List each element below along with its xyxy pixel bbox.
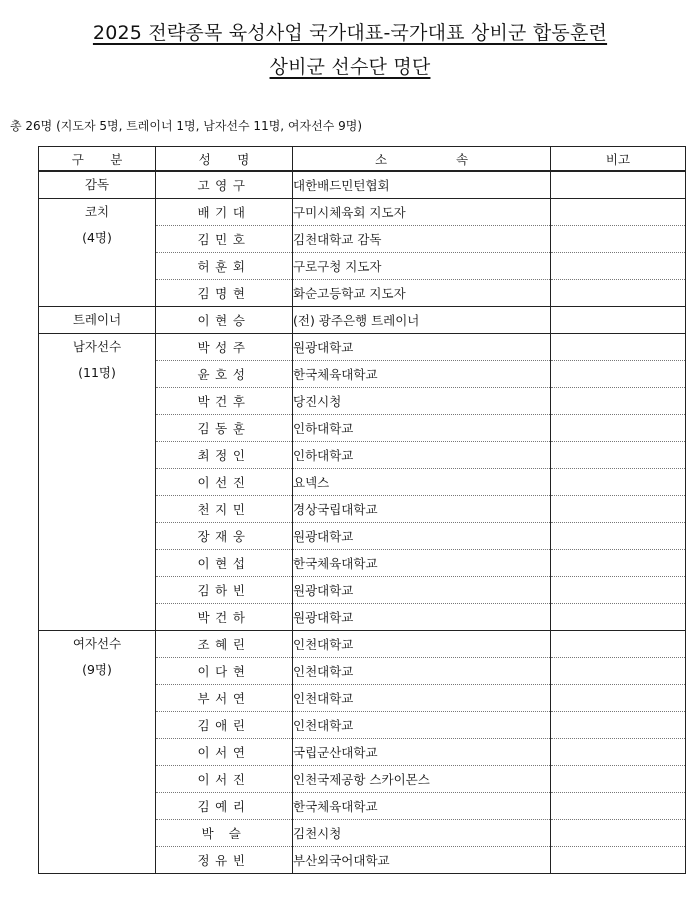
member-name: 장재웅 xyxy=(156,523,293,550)
member-affiliation: 당진시청 xyxy=(293,388,551,415)
category-cell xyxy=(39,199,156,307)
member-note xyxy=(551,253,686,280)
member-note xyxy=(551,171,686,199)
group-coaches xyxy=(39,199,686,307)
member-affiliation: 국립군산대학교 xyxy=(293,739,551,766)
member-name: 천지민 xyxy=(156,496,293,523)
member-note xyxy=(551,631,686,658)
group-women-players xyxy=(39,631,686,874)
member-affiliation: 한국체육대학교 xyxy=(293,361,551,388)
member-note xyxy=(551,307,686,334)
member-name: 김동훈 xyxy=(156,415,293,442)
member-name: 이현승 xyxy=(156,307,293,334)
member-note xyxy=(551,766,686,793)
member-affiliation: 부산외국어대학교 xyxy=(293,847,551,874)
category-label: 코치 xyxy=(84,204,110,219)
header-note-label: 비고 xyxy=(605,151,631,167)
member-name: 김예리 xyxy=(156,793,293,820)
member-affiliation: 인천대학교 xyxy=(293,685,551,712)
header-category-label: 구 분 xyxy=(71,151,134,167)
header-affiliation xyxy=(293,147,551,172)
member-affiliation: 요넥스 xyxy=(293,469,551,496)
member-affiliation: 원광대학교 xyxy=(293,334,551,361)
member-note xyxy=(551,496,686,523)
member-note xyxy=(551,550,686,577)
header-name xyxy=(156,147,293,172)
member-affiliation: 구미시체육회 지도자 xyxy=(293,199,551,226)
member-note xyxy=(551,658,686,685)
member-affiliation: 한국체육대학교 xyxy=(293,793,551,820)
member-note xyxy=(551,361,686,388)
member-note xyxy=(551,199,686,226)
category-cell xyxy=(39,307,156,334)
member-affiliation: 원광대학교 xyxy=(293,604,551,631)
member-note xyxy=(551,469,686,496)
header-note xyxy=(551,147,686,172)
category-label: 감독 xyxy=(84,177,110,192)
member-affiliation: 인하대학교 xyxy=(293,415,551,442)
group-men-players xyxy=(39,334,686,631)
member-name: 김명현 xyxy=(156,280,293,307)
member-note xyxy=(551,388,686,415)
member-affiliation: 인천대학교 xyxy=(293,658,551,685)
member-affiliation: 경상국립대학교 xyxy=(293,496,551,523)
member-name: 이다현 xyxy=(156,658,293,685)
member-affiliation: 원광대학교 xyxy=(293,577,551,604)
member-affiliation: 대한배드민턴협회 xyxy=(293,171,551,199)
category-count: (4명) xyxy=(82,230,112,245)
category-cell xyxy=(39,631,156,874)
member-name: 이현섭 xyxy=(156,550,293,577)
member-name: 이선진 xyxy=(156,469,293,496)
category-count: (9명) xyxy=(82,662,112,677)
member-name: 박건하 xyxy=(156,604,293,631)
member-affiliation: 인천대학교 xyxy=(293,712,551,739)
member-name: 배기대 xyxy=(156,199,293,226)
table-row xyxy=(39,307,686,334)
header-row xyxy=(39,147,686,172)
group-trainer xyxy=(39,307,686,334)
roster-table-header xyxy=(39,147,686,172)
title-line-1: 2025 전략종목 육성사업 국가대표-국가대표 상비군 합동훈련 xyxy=(92,22,608,44)
document-title xyxy=(0,18,700,82)
member-note xyxy=(551,577,686,604)
member-name: 최정인 xyxy=(156,442,293,469)
member-affiliation: 구로구청 지도자 xyxy=(293,253,551,280)
category-cell xyxy=(39,171,156,199)
table-row xyxy=(39,334,686,361)
member-note xyxy=(551,415,686,442)
table-row xyxy=(39,631,686,658)
header-name-label: 성 명 xyxy=(198,151,261,167)
roster-table xyxy=(38,146,686,874)
group-manager xyxy=(39,171,686,199)
table-row xyxy=(39,199,686,226)
member-affiliation: 인천대학교 xyxy=(293,631,551,658)
member-note xyxy=(551,712,686,739)
member-note xyxy=(551,847,686,874)
category-count: (11명) xyxy=(78,365,116,380)
table-row xyxy=(39,171,686,199)
header-affiliation-label: 소 속 xyxy=(374,151,501,167)
member-affiliation: 김천시청 xyxy=(293,820,551,847)
member-note xyxy=(551,280,686,307)
category-label: 트레이너 xyxy=(72,312,122,327)
member-note xyxy=(551,334,686,361)
member-note xyxy=(551,685,686,712)
member-affiliation: 김천대학교 감독 xyxy=(293,226,551,253)
member-affiliation: 한국체육대학교 xyxy=(293,550,551,577)
member-note xyxy=(551,820,686,847)
member-note xyxy=(551,226,686,253)
member-affiliation: 원광대학교 xyxy=(293,523,551,550)
member-name: 이서연 xyxy=(156,739,293,766)
member-note xyxy=(551,442,686,469)
member-affiliation: 화순고등학교 지도자 xyxy=(293,280,551,307)
member-name: 고영구 xyxy=(156,171,293,199)
member-name: 김애린 xyxy=(156,712,293,739)
category-label: 남자선수 xyxy=(72,339,122,354)
member-note xyxy=(551,523,686,550)
category-label: 여자선수 xyxy=(72,636,122,651)
member-affiliation: 인하대학교 xyxy=(293,442,551,469)
member-name: 박건후 xyxy=(156,388,293,415)
member-name: 정유빈 xyxy=(156,847,293,874)
member-name: 김하빈 xyxy=(156,577,293,604)
title-line-2: 상비군 선수단 명단 xyxy=(269,56,431,78)
member-name: 허훈회 xyxy=(156,253,293,280)
member-name: 김민호 xyxy=(156,226,293,253)
member-affiliation: (전) 광주은행 트레이너 xyxy=(293,307,551,334)
member-name: 박성주 xyxy=(156,334,293,361)
category-cell xyxy=(39,334,156,631)
member-note xyxy=(551,604,686,631)
member-name: 윤호성 xyxy=(156,361,293,388)
member-note xyxy=(551,739,686,766)
member-name: 박 슬 xyxy=(156,820,293,847)
header-category xyxy=(39,147,156,172)
member-name: 이서진 xyxy=(156,766,293,793)
roster-summary: 총 26명 (지도자 5명, 트레이너 1명, 남자선수 11명, 여자선수 9명) xyxy=(10,119,363,133)
member-name: 부서연 xyxy=(156,685,293,712)
member-note xyxy=(551,793,686,820)
member-name: 조혜린 xyxy=(156,631,293,658)
member-affiliation: 인천국제공항 스카이몬스 xyxy=(293,766,551,793)
